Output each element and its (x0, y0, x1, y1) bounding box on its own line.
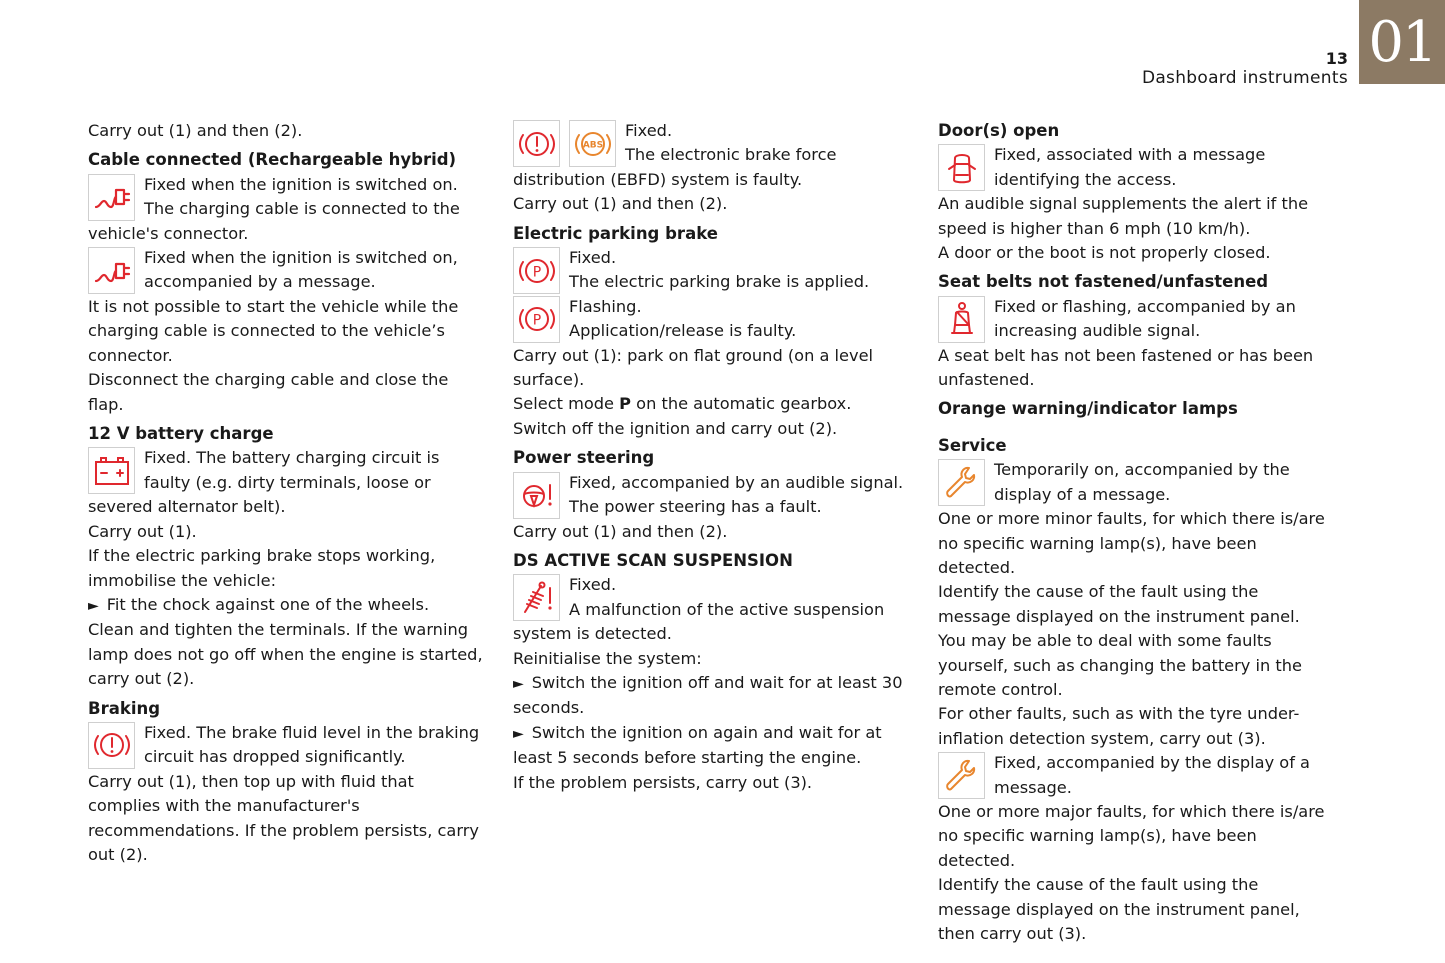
parking-select-mode-text: Select mode (513, 394, 620, 414)
brake-warning-icon (513, 120, 560, 167)
steering-status: Fixed, accompanied by an audible signal. (569, 472, 904, 492)
parking-select-mode-suffix: on the automatic gearbox. (631, 394, 852, 414)
heading-service: Service (938, 435, 1007, 455)
heading-electric-parking-brake: Electric parking brake (513, 223, 718, 243)
steering-text: The power steering has a fault. (569, 497, 822, 517)
service-paragraph: Identify the cause of the fault using the message displayed on the instrument panel. (938, 582, 1300, 626)
battery-paragraph: Carry out (1). (88, 521, 197, 541)
service-paragraph: One or more major faults, for which there is/are no specific warning lamp(s), have been detected. (938, 801, 1325, 870)
cable-icon2-text: Fixed when the ignition is switched on, accompanied by a message. (144, 248, 458, 292)
column-1 (88, 119, 488, 867)
parking-text: The electric parking brake is applied. (569, 272, 870, 292)
service-paragraph: You may be able to deal with some faults yourself, such as changing the battery in the remote control. (938, 631, 1302, 699)
wrench-icon (938, 752, 985, 799)
column-3 (938, 119, 1336, 946)
parking-text: Application/release is faulty. (569, 321, 797, 341)
battery-bullet: ► Fit the chock against one of the wheels. (88, 593, 488, 618)
suspension-text: A malfunction of the active suspension system is detected. (513, 599, 885, 644)
parking-status: Flashing. (569, 296, 642, 316)
heading-cable-connected: Cable connected (Rechargeable hybrid) (88, 150, 457, 170)
cable-paragraph: It is not possible to start the vehicle while the charging cable is connected to the vehicle’s connector. (88, 297, 459, 365)
ebfd-paragraph: Carry out (1) and then (2). (513, 194, 728, 214)
svg-text:ABS: ABS (582, 140, 603, 150)
cable-paragraph: Disconnect the charging cable and close the flap. (88, 370, 449, 414)
battery-icon (88, 447, 135, 494)
parking-paragraph (513, 392, 911, 416)
ebfd-status: Fixed. (625, 121, 673, 140)
intro-text: Carry out (1) and then (2). (88, 121, 303, 140)
service-paragraph: One or more minor faults, for which there is/are no specific warning lamp(s), have been detected. (938, 509, 1325, 577)
gear-mode-p: P (619, 394, 632, 414)
wrench-icon (938, 459, 985, 506)
heading-seat-belts: Seat belts not fastened/unfastened (938, 272, 1269, 292)
seat-belt-icon (938, 296, 985, 343)
heading-active-scan-suspension: DS ACTIVE SCAN SUSPENSION (513, 550, 793, 570)
charging-plug-icon (88, 174, 135, 221)
section-title: Dashboard instruments (1141, 68, 1348, 88)
suspension-icon (513, 574, 560, 621)
suspension-status: Fixed. (569, 575, 617, 595)
parking-brake-icon (513, 247, 560, 294)
steering-paragraph: Carry out (1) and then (2). (513, 521, 728, 541)
heading-doors-open: Door(s) open (938, 121, 1060, 140)
heading-battery-charge: 12 V battery charge (88, 424, 274, 444)
door-icon-text: Fixed, associated with a message identifying the access. (994, 145, 1266, 189)
abs-icon (569, 120, 616, 167)
service-paragraph: For other faults, such as with the tyre under-inflation detection system, carry out (3). (938, 704, 1300, 748)
seatbelt-paragraph: A seat belt has not been fastened or has been unfastened. (938, 345, 1314, 390)
battery-icon-text: Fixed. The battery charging circuit is faulty (e.g. dirty terminals, loose or severed alternator belt). (88, 448, 440, 517)
seatbelt-icon-text: Fixed or flashing, accompanied by an increasing audible signal. (994, 296, 1296, 341)
service-icon2-text: Fixed, accompanied by the display of a message. (994, 753, 1310, 797)
parking-brake-icon (513, 296, 560, 343)
service-paragraph: Identify the cause of the fault using the message displayed on the instrument panel, then carry out (3). (938, 875, 1300, 943)
braking-icon-text: Fixed. The brake fluid level in the braking circuit has dropped significantly. (144, 722, 480, 767)
battery-paragraph: If the electric parking brake stops working, immobilise the vehicle: (88, 546, 436, 590)
door-paragraph: An audible signal supplements the alert if the speed is higher than 6 mph (10 km/h). (938, 194, 1309, 238)
steering-wheel-icon (513, 472, 560, 519)
heading-orange-lamps: Orange warning/indicator lamps (938, 399, 1238, 419)
parking-paragraph: Carry out (1): park on flat ground (on a level surface). (513, 345, 874, 390)
heading-power-steering: Power steering (513, 448, 655, 468)
suspension-paragraph: Reinitialise the system: (513, 648, 702, 668)
svg-text:P: P (532, 264, 541, 281)
brake-warning-icon (88, 722, 135, 769)
parking-paragraph: Switch off the ignition and carry out (2). (513, 418, 838, 438)
door-paragraph: A door or the boot is not properly closed. (938, 243, 1271, 263)
cable-icon1-text: Fixed when the ignition is switched on. The charging cable is connected to the vehicle's connector. (88, 174, 460, 243)
page-number: 13 (1325, 49, 1348, 68)
column-2 (513, 119, 911, 795)
door-open-icon (938, 144, 985, 191)
ebfd-text: The electronic brake force distribution (EBFD) system is faulty. (513, 145, 837, 189)
svg-text:P: P (532, 312, 541, 329)
service-icon1-text: Temporarily on, accompanied by the display of a message. (994, 460, 1290, 504)
battery-paragraph: Clean and tighten the terminals. If the warning lamp does not go off when the engine is started, carry out (2). (88, 620, 483, 689)
suspension-bullet: ► Switch the ignition off and wait for at least 30 seconds. (513, 671, 911, 721)
braking-paragraph: Carry out (1), then top up with fluid that complies with the manufacturer's recommendations. If the problem persists, carry out (2). (88, 771, 479, 864)
parking-status: Fixed. (569, 248, 617, 268)
charging-plug-icon (88, 247, 135, 294)
heading-braking: Braking (88, 698, 161, 718)
suspension-paragraph: If the problem persists, carry out (3). (513, 772, 813, 792)
chapter-tab: 01 (1359, 0, 1445, 84)
suspension-bullet: ► Switch the ignition on again and wait for at least 5 seconds before starting the engine. (513, 721, 911, 771)
